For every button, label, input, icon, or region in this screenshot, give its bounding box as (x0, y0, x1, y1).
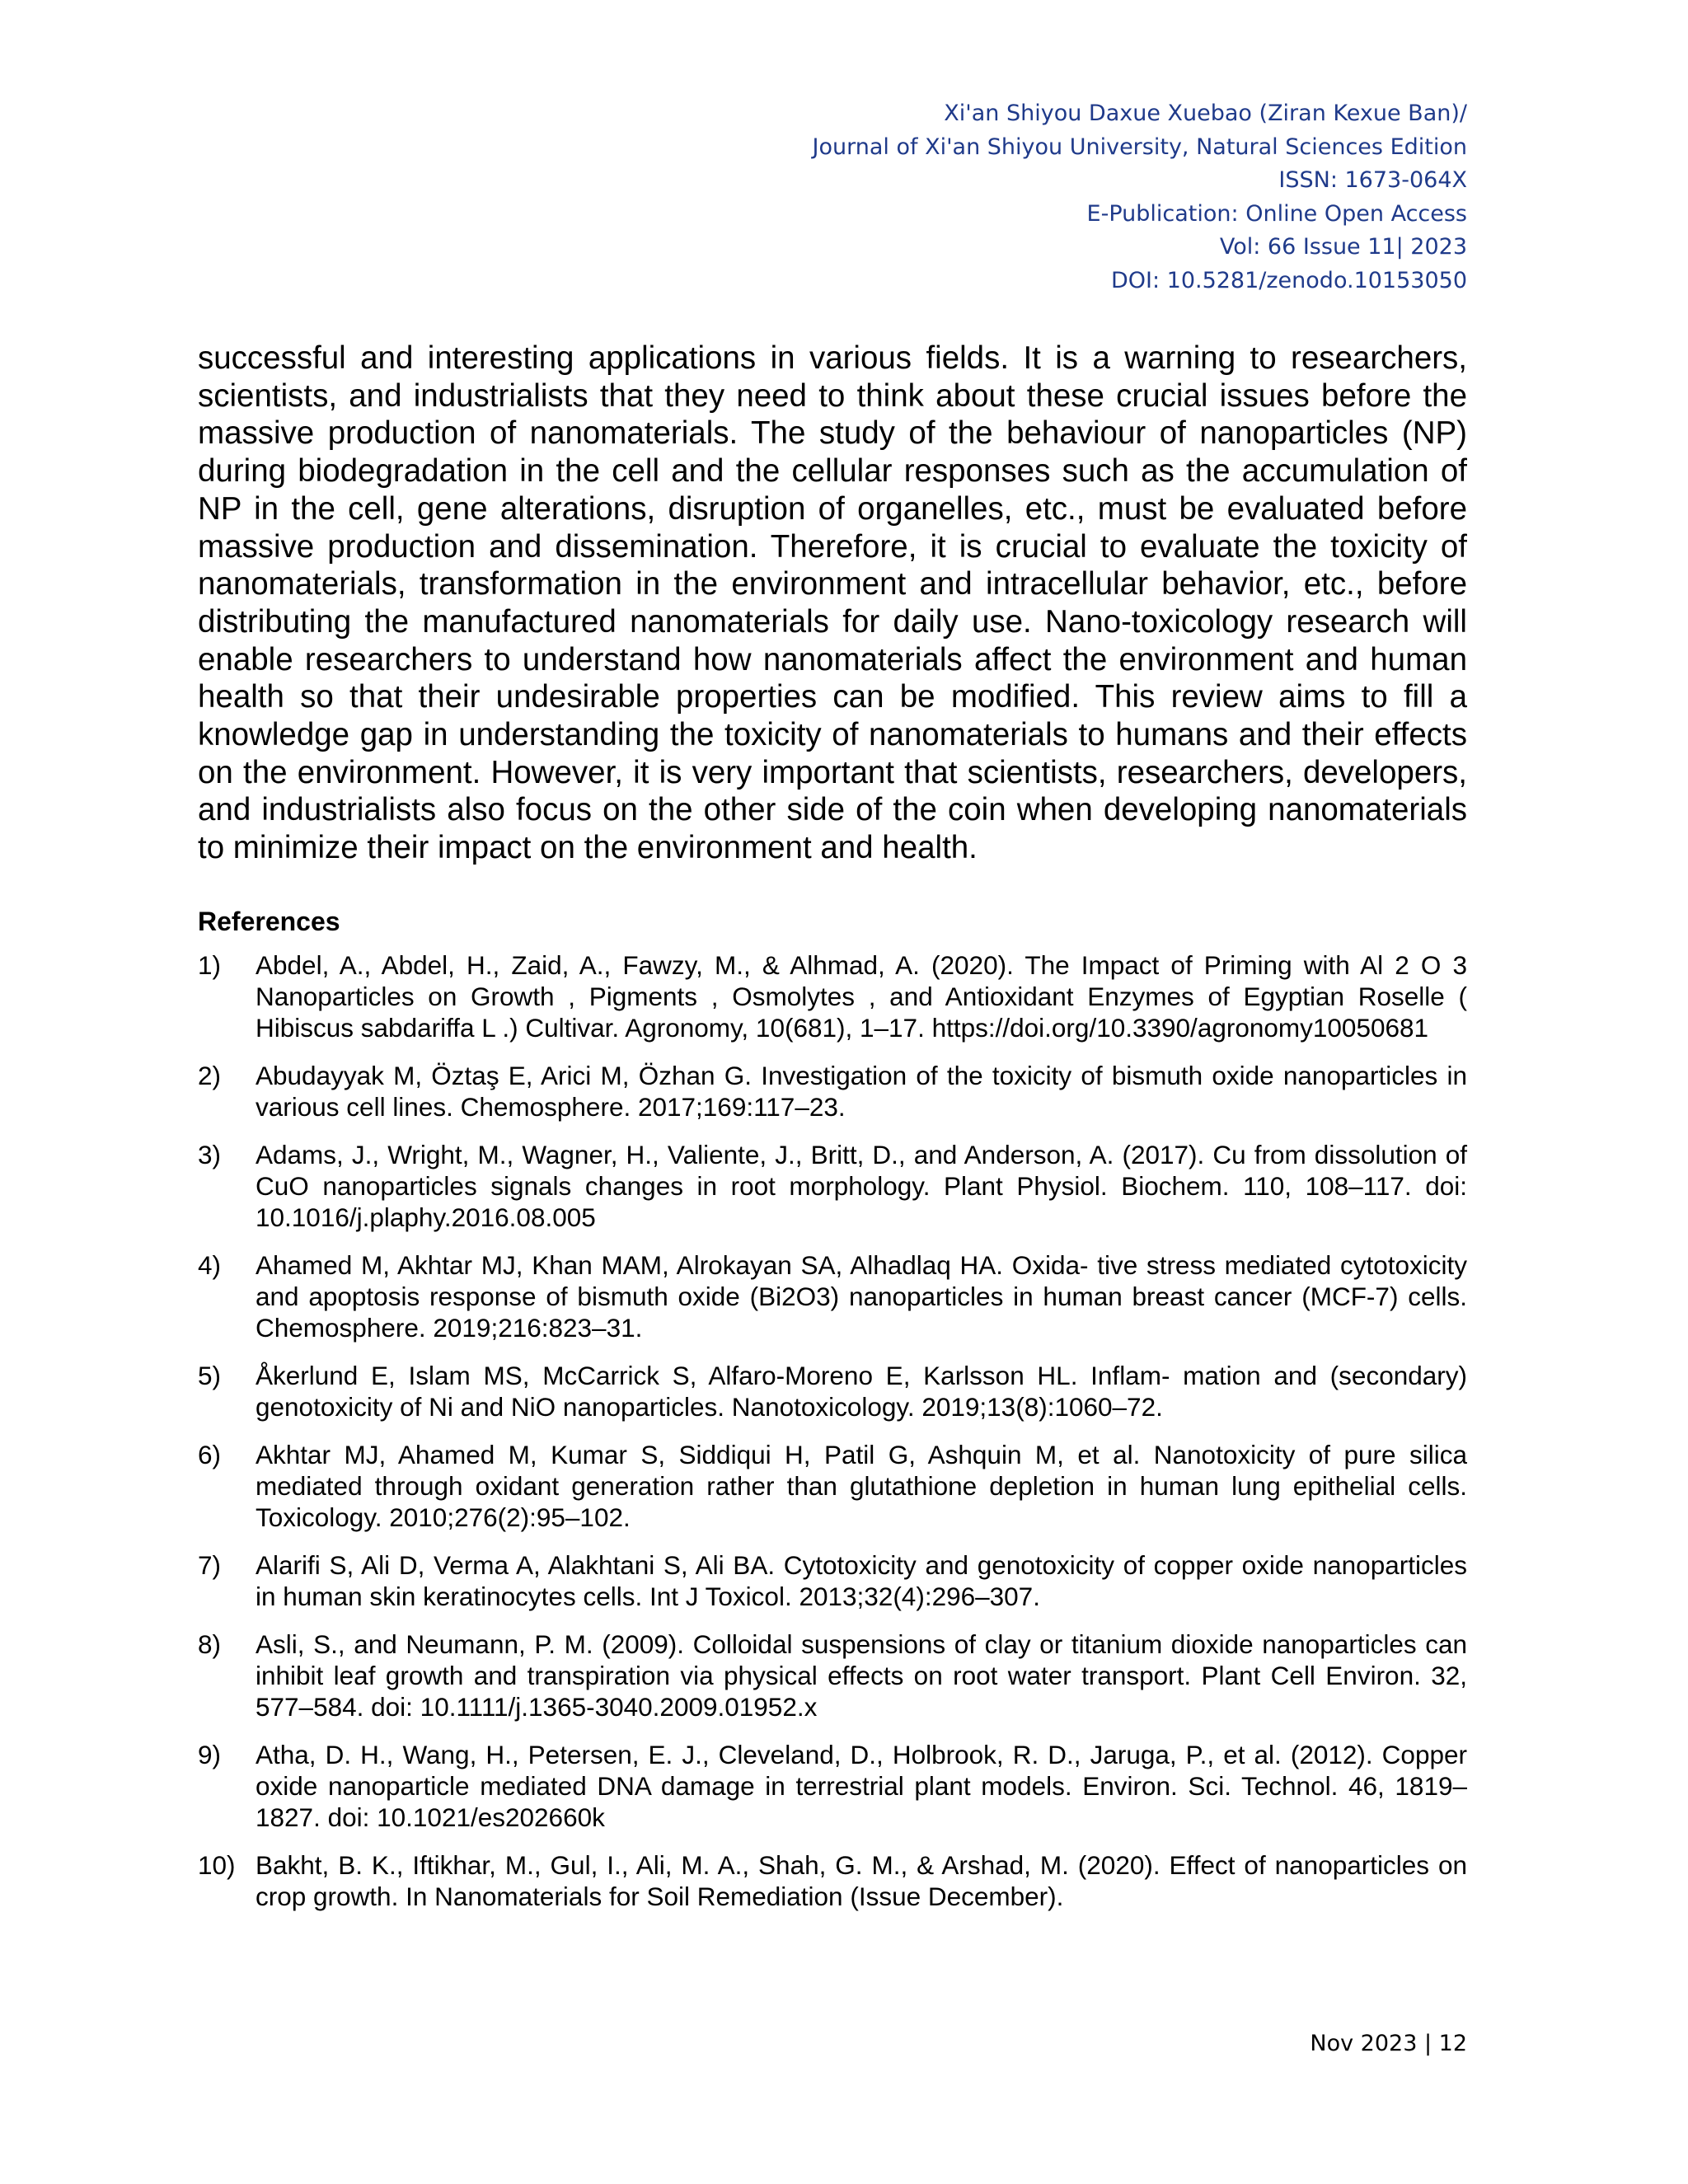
reference-text: Ahamed M, Akhtar MJ, Khan MAM, Alrokayan SA, Alhadlaq HA. Oxida- tive stress mediated cytotoxicity and apoptosis response of bismuth oxide (Bi2O3) nanoparticles in human breast cancer (MCF-7) cells. Chemosphere. 2019;216:823–31. (256, 1250, 1467, 1343)
reference-item (198, 949, 1467, 1043)
journal-header (478, 97, 1467, 298)
reference-text: Bakht, B. K., Iftikhar, M., Gul, I., Ali, M. A., Shah, G. M., & Arshad, M. (2020). Effect of nanoparticles on crop growth. In Nanomaterials for Soil Remediation (Issue December). (256, 1850, 1467, 1911)
reference-number: 7) (198, 1550, 222, 1580)
reference-number: 4) (198, 1250, 222, 1280)
reference-text: Åkerlund E, Islam MS, McCarrick S, Alfaro-Moreno E, Karlsson HL. Inflam- mation and (secondary) genotoxicity of Ni and NiO nanoparticles. Nanotoxicology. 2019;13(8):1060–72. (256, 1361, 1467, 1422)
reference-number: 8) (198, 1629, 222, 1659)
header-line-journal-title: Journal of Xi'an Shiyou University, Natural Sciences Edition (812, 134, 1467, 160)
reference-text: Atha, D. H., Wang, H., Petersen, E. J., Cleveland, D., Holbrook, R. D., Jaruga, P., et al. (2012). Copper oxide nanoparticle mediated DNA damage in terrestrial plant models. Environ. Sci. Technol. 46, 1819–1827. doi: 10.1021/es202660k (256, 1740, 1467, 1832)
reference-text: Akhtar MJ, Ahamed M, Kumar S, Siddiqui H, Patil G, Ashquin M, et al. Nanotoxicity of pure silica mediated through oxidant generation rather than glutathione depletion in human lung epithelial cells. Toxicology. 2010;276(2):95–102. (256, 1440, 1467, 1532)
reference-list (198, 949, 1467, 1929)
reference-number: 9) (198, 1740, 222, 1769)
reference-number: 6) (198, 1440, 222, 1469)
reference-item (198, 1249, 1467, 1343)
reference-item (198, 1060, 1467, 1122)
reference-number: 10) (198, 1850, 236, 1880)
header-line-volume: Vol: 66 Issue 11| 2023 (1219, 234, 1467, 260)
references-heading: References (198, 907, 340, 936)
reference-number: 3) (198, 1140, 222, 1169)
reference-item (198, 1360, 1467, 1422)
reference-item (198, 1549, 1467, 1612)
reference-text: Abdel, A., Abdel, H., Zaid, A., Fawzy, M., & Alhmad, A. (2020). The Impact of Priming with Al 2 O 3 Nanoparticles on Growth , Pigments , Osmolytes , and Antioxidant Enzymes of Egyptian Roselle ( Hibiscus sabdariffa L .) Cultivar. Agronomy, 10(681), 1–17. https://doi.org/10.3390/agronomy10050681 (256, 950, 1467, 1043)
header-line-journal-native-title: Xi'an Shiyou Daxue Xuebao (Ziran Kexue Ban)/ (944, 101, 1467, 126)
reference-item (198, 1739, 1467, 1833)
reference-text: Adams, J., Wright, M., Wagner, H., Valiente, J., Britt, D., and Anderson, A. (2017). Cu from dissolution of CuO nanoparticles signals changes in root morphology. Plant Physiol. Biochem. 110, 108–117. doi: 10.1016/j.plaphy.2016.08.005 (256, 1140, 1467, 1232)
body-paragraph: successful and interesting applications in various fields. It is a warning to researchers, scientists, and industrialists that they need to think about these crucial issues before the massive production of nanomaterials. The study of the behaviour of nanoparticles (NP) during biodegradation in the cell and the cellular responses such as the accumulation of NP in the cell, gene alterations, disruption of organelles, etc., must be evaluated before massive production and dissemination. Therefore, it is crucial to evaluate the toxicity of nanomaterials, transformation in the environment and intracellular behavior, etc., before distributing the manufactured nanomaterials for daily use. Nano-toxicology research will enable researchers to understand how nanomaterials affect the environment and human health so that their undesirable properties can be modified. This review aims to fill a knowledge gap in understanding the toxicity of nanomaterials to humans and their effects on the environment. However, it is very important that scientists, researchers, developers, and industrialists also focus on the other side of the coin when developing nanomaterials to minimize their impact on the environment and health. (198, 340, 1467, 866)
reference-number: 5) (198, 1361, 222, 1390)
reference-item (198, 1629, 1467, 1722)
header-line-publication: E-Publication: Online Open Access (1086, 200, 1467, 227)
reference-text: Abudayyak M, Öztaş E, Arici M, Özhan G. Investigation of the toxicity of bismuth oxide nanoparticles in various cell lines. Chemosphere. 2017;169:117–23. (256, 1061, 1467, 1122)
page-footer: Nov 2023 | 12 (1310, 2031, 1467, 2056)
reference-number: 1) (198, 950, 222, 980)
reference-number: 2) (198, 1061, 222, 1090)
reference-item (198, 1849, 1467, 1912)
reference-text: Alarifi S, Ali D, Verma A, Alakhtani S, Ali BA. Cytotoxicity and genotoxicity of copper oxide nanoparticles in human skin keratinocytes cells. Int J Toxicol. 2013;32(4):296–307. (256, 1550, 1467, 1611)
reference-text: Asli, S., and Neumann, P. M. (2009). Colloidal suspensions of clay or titanium dioxide nanoparticles can inhibit leaf growth and transpiration via physical effects on root water transport. Plant Cell Environ. 32, 577–584. doi: 10.1111/j.1365-3040.2009.01952.x (256, 1629, 1467, 1722)
header-line-issn: ISSN: 1673-064X (1278, 167, 1467, 194)
header-line-doi: DOI: 10.5281/zenodo.10153050 (1110, 267, 1467, 293)
reference-item (198, 1139, 1467, 1233)
reference-item (198, 1439, 1467, 1533)
